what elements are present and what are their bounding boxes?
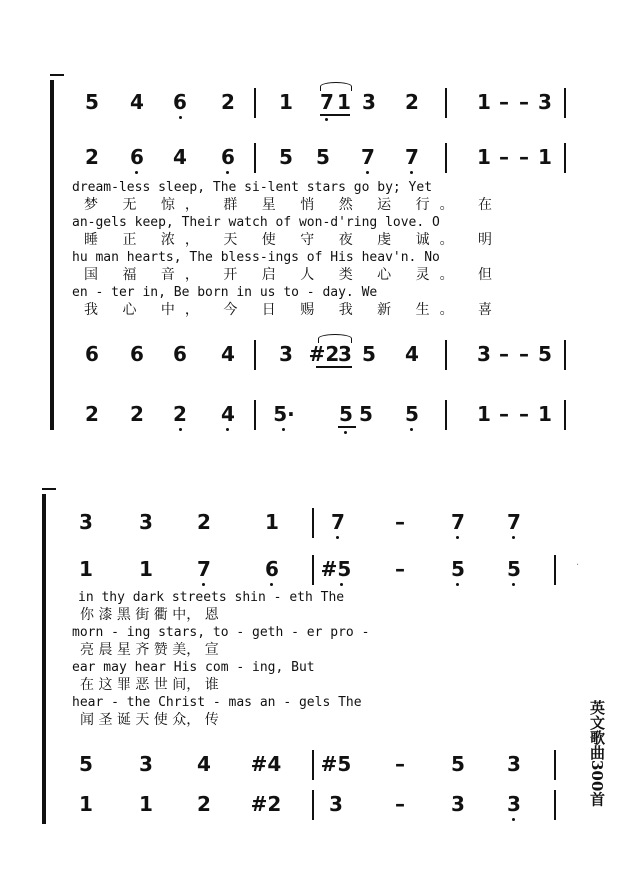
lyric-text: en - ter in, Be born in us to - day. We <box>72 285 378 300</box>
lyric-text: ear may hear His com - ing, But <box>72 660 315 675</box>
note: – <box>499 402 509 426</box>
lyric-text: 闻 圣 诞 天 使 众， 传 <box>80 712 219 728</box>
note: #5 <box>320 752 352 776</box>
barline <box>254 340 256 370</box>
barline <box>554 750 556 780</box>
note: 1 <box>79 557 93 581</box>
low-octave-dot <box>336 536 339 539</box>
lyric-text: an-gels keep, Their watch of won-d'ring love. O <box>72 215 440 230</box>
note: 1 <box>279 90 293 114</box>
note: 5 <box>362 342 376 366</box>
note: 3 <box>79 510 93 534</box>
note: – <box>519 342 529 366</box>
slur <box>320 82 352 91</box>
note: 3 <box>139 752 153 776</box>
barline <box>312 508 314 538</box>
note: 6 <box>130 145 144 169</box>
note: 3 <box>451 792 465 816</box>
note: 5 <box>316 145 330 169</box>
lyric-text: hu man hearts, The bless-ings of His heav'n. No <box>72 250 440 265</box>
note: 2 <box>197 510 211 534</box>
staff-row <box>0 402 600 432</box>
low-octave-dot <box>512 818 515 821</box>
note: 1 <box>477 402 491 426</box>
lyric-text: 你 漆 黑 街 衢 中， 恩 <box>80 607 219 623</box>
system-bracket-cap <box>50 74 64 82</box>
low-octave-dot <box>512 536 515 539</box>
book-title-side-label: 英文歌曲300首 <box>588 700 606 807</box>
note: – <box>395 557 405 581</box>
lyric-line-zh <box>0 676 600 694</box>
note: 5 <box>279 145 293 169</box>
note: 3 <box>362 90 376 114</box>
note: 6 <box>173 90 187 114</box>
staff-row <box>0 510 600 540</box>
barline <box>445 143 447 173</box>
barline <box>312 750 314 780</box>
note: – <box>499 145 509 169</box>
note: – <box>395 752 405 776</box>
barline <box>312 555 314 585</box>
barline <box>564 400 566 430</box>
note: 3 <box>477 342 491 366</box>
note: 7 <box>507 510 521 534</box>
note: 1 <box>265 510 279 534</box>
note: – <box>499 90 509 114</box>
low-octave-dot <box>179 116 182 119</box>
barline <box>564 88 566 118</box>
note: 5 <box>339 402 353 426</box>
system-bracket-cap <box>42 488 56 496</box>
scan-mark: · <box>576 560 580 571</box>
note: 7 <box>197 557 211 581</box>
note: 1 <box>139 792 153 816</box>
low-octave-dot <box>512 583 515 586</box>
low-octave-dot <box>410 171 413 174</box>
barline <box>254 143 256 173</box>
barline <box>554 555 556 585</box>
lyric-text: 我 心 中， 今 日 赐 我 新 生。 喜 <box>84 302 503 318</box>
note: 6 <box>130 342 144 366</box>
lyric-text: hear - the Christ - mas an - gels The <box>72 695 362 710</box>
note: 6 <box>221 145 235 169</box>
note: 5 <box>85 90 99 114</box>
note: 2 <box>130 402 144 426</box>
low-octave-dot <box>179 428 182 431</box>
lyric-text: in thy dark streets shin - eth The <box>78 590 345 605</box>
note: 1 <box>477 145 491 169</box>
note: 2 <box>173 402 187 426</box>
note: 5 <box>451 557 465 581</box>
lyric-line-zh <box>0 641 600 659</box>
slur <box>318 334 352 343</box>
note: 5 <box>405 402 419 426</box>
lyric-text: 亮 晨 星 齐 赞 美， 宣 <box>80 642 219 658</box>
note: 3 <box>329 792 343 816</box>
low-octave-dot <box>325 118 328 121</box>
note: #4 <box>250 752 282 776</box>
note: 4 <box>221 402 235 426</box>
note: 4 <box>405 342 419 366</box>
note: 2 <box>405 90 419 114</box>
note: 4 <box>197 752 211 776</box>
note: 2 <box>85 402 99 426</box>
note: 3 <box>507 792 521 816</box>
barline <box>445 340 447 370</box>
note: 4 <box>221 342 235 366</box>
note: – <box>395 792 405 816</box>
lyric-line-zh <box>0 196 600 214</box>
low-octave-dot <box>456 536 459 539</box>
note: 3 <box>338 342 352 366</box>
lyric-text: morn - ing stars, to - geth - er pro - <box>72 625 370 640</box>
note: 1 <box>139 557 153 581</box>
barline <box>554 790 556 820</box>
note: 3 <box>139 510 153 534</box>
low-octave-dot <box>344 431 347 434</box>
barline <box>564 143 566 173</box>
note: 4 <box>173 145 187 169</box>
barline <box>312 790 314 820</box>
note: 5 <box>538 342 552 366</box>
note: 2 <box>221 90 235 114</box>
beam-underline <box>320 114 350 116</box>
lyric-line-zh <box>0 301 600 319</box>
note: 6 <box>85 342 99 366</box>
barline <box>254 88 256 118</box>
note: 1 <box>79 792 93 816</box>
note: 7 <box>405 145 419 169</box>
low-octave-dot <box>270 583 273 586</box>
note: 4 <box>130 90 144 114</box>
low-octave-dot <box>456 583 459 586</box>
note: 6 <box>173 342 187 366</box>
note: – <box>499 342 509 366</box>
staff-row <box>0 145 600 175</box>
note: 7 <box>320 90 334 114</box>
note: 5· <box>273 402 295 426</box>
note: #2 <box>308 342 340 366</box>
note: 3 <box>279 342 293 366</box>
note: – <box>519 145 529 169</box>
staff-row <box>0 752 600 782</box>
barline <box>254 400 256 430</box>
staff-row <box>0 90 600 120</box>
low-octave-dot <box>340 583 343 586</box>
low-octave-dot <box>135 171 138 174</box>
note: – <box>519 90 529 114</box>
lyric-line-zh <box>0 266 600 284</box>
note: 7 <box>331 510 345 534</box>
note: 1 <box>477 90 491 114</box>
note: 5 <box>359 402 373 426</box>
low-octave-dot <box>366 171 369 174</box>
note: 2 <box>197 792 211 816</box>
note: 2 <box>85 145 99 169</box>
lyric-text: 睡 正 浓， 天 使 守 夜 虔 诚。 明 <box>84 232 503 248</box>
note: 3 <box>507 752 521 776</box>
note: 5 <box>451 752 465 776</box>
low-octave-dot <box>282 428 285 431</box>
lyric-line-zh <box>0 606 600 624</box>
lyric-text: 在 这 罪 恶 世 间， 谁 <box>80 677 219 693</box>
note: #5 <box>320 557 352 581</box>
lyric-line-zh <box>0 231 600 249</box>
lyric-text: dream-less sleep, The si-lent stars go by; Yet <box>72 180 433 195</box>
note: 7 <box>361 145 375 169</box>
low-octave-dot <box>226 428 229 431</box>
barline <box>564 340 566 370</box>
note: 6 <box>265 557 279 581</box>
beam-underline <box>338 426 356 428</box>
barline <box>445 88 447 118</box>
note: – <box>519 402 529 426</box>
low-octave-dot <box>226 171 229 174</box>
staff-row <box>0 342 600 372</box>
barline <box>445 400 447 430</box>
lyric-line-zh <box>0 711 600 729</box>
beam-underline <box>316 366 352 368</box>
note: 7 <box>451 510 465 534</box>
note: 5 <box>507 557 521 581</box>
lyric-text: 国 福 音， 开 启 人 类 心 灵。 但 <box>84 267 503 283</box>
lyric-text: 梦 无 惊， 群 星 悄 然 运 行。 在 <box>84 197 503 213</box>
note: 3 <box>538 90 552 114</box>
note: 5 <box>79 752 93 776</box>
staff-row <box>0 792 600 822</box>
note: 1 <box>337 90 351 114</box>
note: #2 <box>250 792 282 816</box>
note: 1 <box>538 145 552 169</box>
staff-row <box>0 557 600 587</box>
low-octave-dot <box>202 583 205 586</box>
note: – <box>395 510 405 534</box>
low-octave-dot <box>410 428 413 431</box>
note: 1 <box>538 402 552 426</box>
